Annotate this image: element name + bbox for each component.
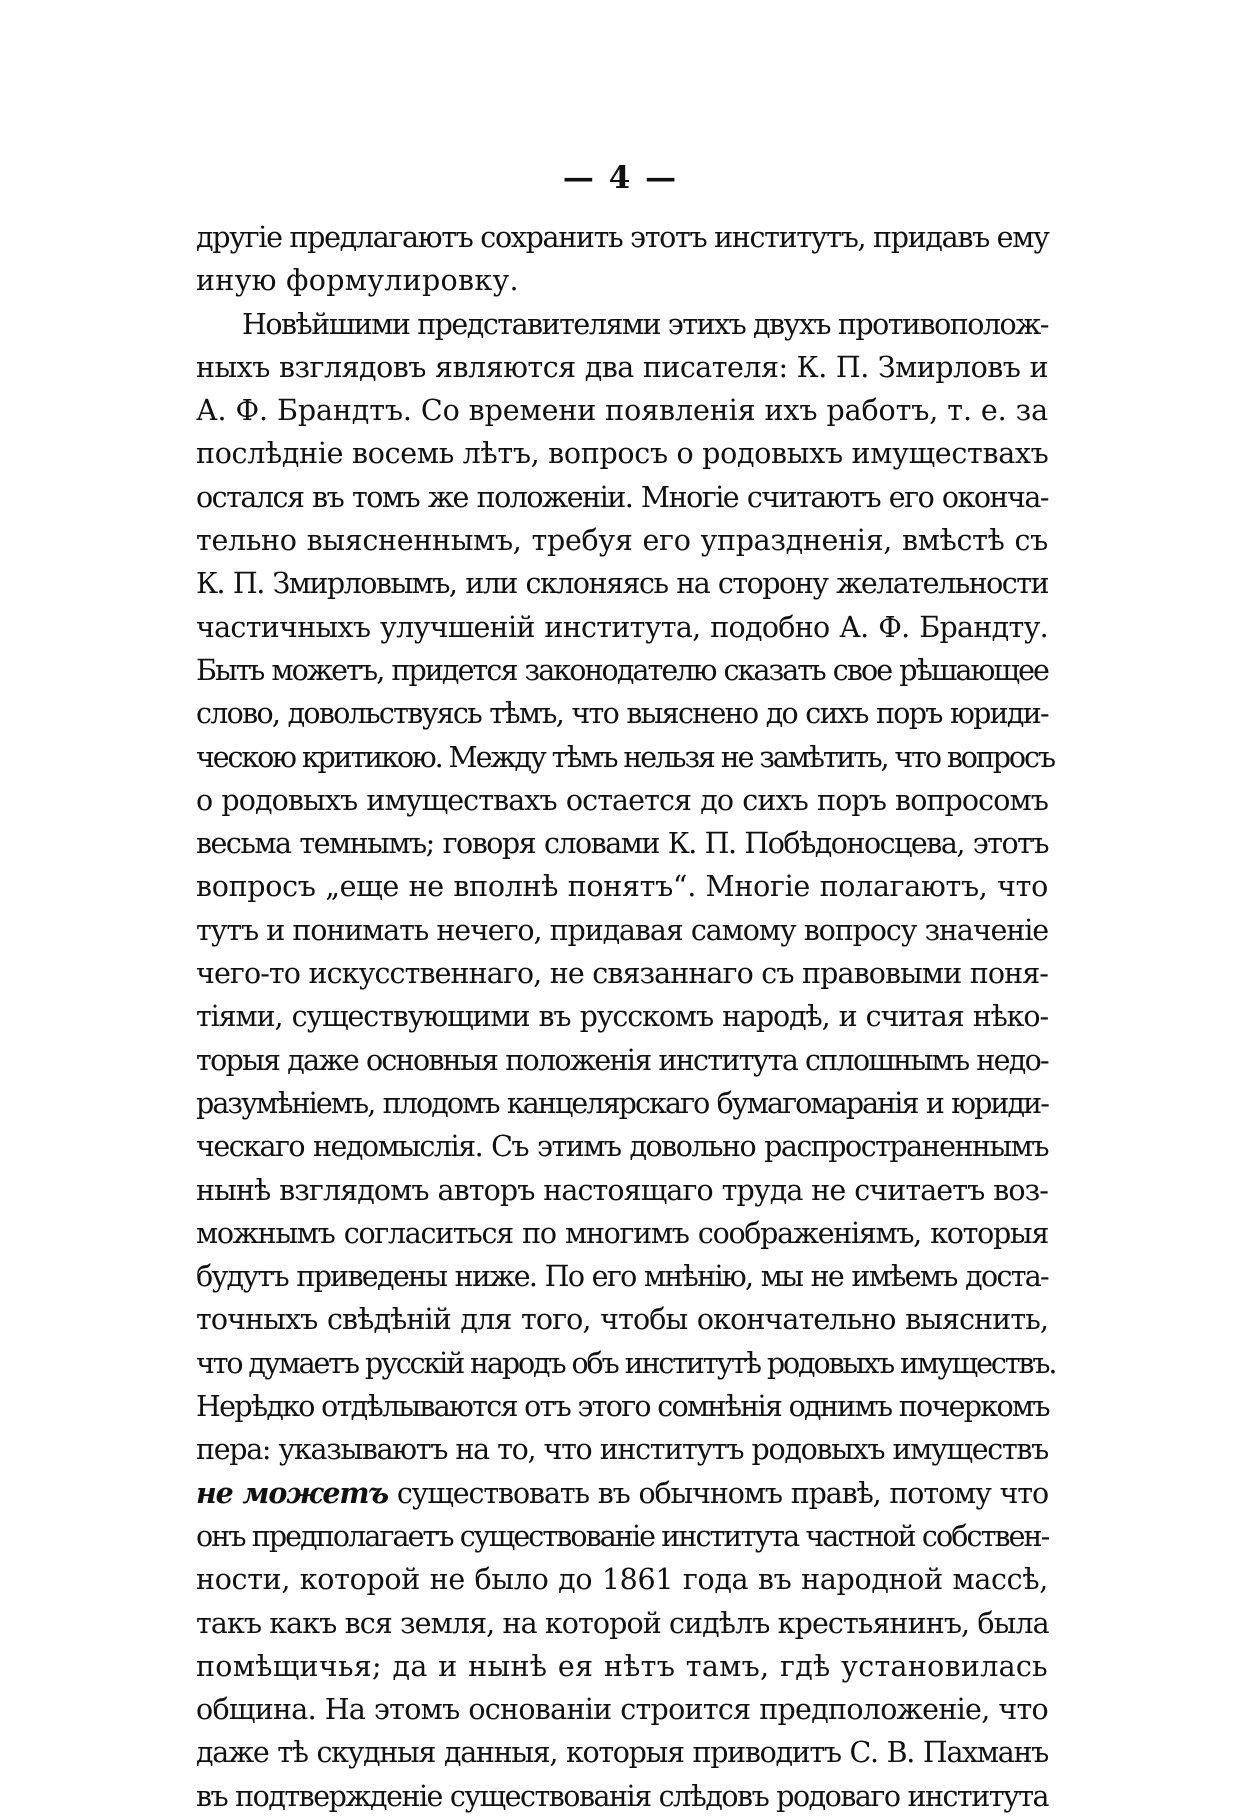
text-line: о родовыхъ имуществахъ остается до сихъ поръ вопросомъ bbox=[196, 783, 1048, 817]
text-line: слово, довольствуясь тѣмъ, что выяснено до сихъ поръ юриди- bbox=[196, 697, 1048, 731]
text-line: А. Ф. Брандтъ. Со времени появленія ихъ работъ, т. е. за bbox=[196, 394, 1048, 428]
text-line: что думаетъ русскій народъ объ институтѣ родовыхъ имуществъ. bbox=[196, 1346, 1056, 1380]
text-line: ныхъ взглядовъ являются два писателя: К. П. Змирловъ и bbox=[196, 350, 1048, 384]
text-line: въ подтвержденіе существованія слѣдовъ родоваго института bbox=[196, 1779, 1048, 1813]
text-line: можнымъ согласиться по многимъ соображеніямъ, которыя bbox=[196, 1216, 1048, 1250]
text-line: тутъ и понимать нечего, придавая самому вопросу значеніе bbox=[196, 913, 1048, 947]
text-line: чего-то искусственнаго, не связаннаго съ правовыми поня- bbox=[196, 957, 1048, 991]
text-line: община. На этомъ основаніи строится предположеніе, что bbox=[196, 1693, 1048, 1727]
page-number: — 4 — bbox=[562, 160, 679, 196]
text-line: весьма темнымъ; говоря словами К. П. Побѣдоносцева, этотъ bbox=[196, 827, 1048, 861]
text-line: торыя даже основныя положенія института сплошнымъ недо- bbox=[196, 1043, 1048, 1077]
text-line: даже тѣ скудныя данныя, которыя приводитъ С. В. Пахманъ bbox=[196, 1736, 1048, 1770]
text-line: остался въ томъ же положеніи. Многіе считаютъ его оконча- bbox=[196, 480, 1048, 514]
text-line: ности, которой не было до 1861 года въ народной массѣ, bbox=[196, 1563, 1048, 1597]
text-line bbox=[196, 1472, 1048, 1515]
text-line: частичныхъ улучшеній института, подобно А. Ф. Брандту. bbox=[196, 610, 1048, 644]
text-line-rest: существовать въ обычномъ правѣ, потому что bbox=[388, 1476, 1048, 1510]
text-line: тіями, существующими въ русскомъ народѣ, и считая нѣко- bbox=[196, 1000, 1048, 1034]
text-line: вопросъ „еще не вполнѣ понятъ“. Многіе полагаютъ, что bbox=[196, 870, 1048, 904]
body-text bbox=[196, 216, 1056, 1818]
emphasized-text: не можетъ bbox=[196, 1475, 389, 1510]
text-line: онъ предполагаетъ существованіе института частной собствен- bbox=[196, 1519, 1049, 1553]
text-line: будутъ приведены ниже. По его мнѣнію, мы не имѣемъ доста- bbox=[196, 1260, 1048, 1294]
text-line: тельно выясненнымъ, требуя его упраздненія, вмѣстѣ съ bbox=[196, 524, 1048, 558]
text-line: К. П. Змирловымъ, или склоняясь на сторону желательности bbox=[196, 567, 1048, 601]
text-line: пера: указываютъ на то, что институтъ родовыхъ имуществъ bbox=[196, 1433, 1048, 1467]
text-line: Нерѣдко отдѣлываются отъ этого сомнѣнія однимъ почеркомъ bbox=[196, 1390, 1049, 1424]
text-line: помѣщичья; да и нынѣ ея нѣтъ тамъ, гдѣ установилась bbox=[196, 1649, 1048, 1683]
text-line: послѣдніе восемь лѣтъ, вопросъ о родовыхъ имуществахъ bbox=[196, 437, 1049, 471]
text-line: нынѣ взглядомъ авторъ настоящаго труда не считаетъ воз- bbox=[196, 1173, 1048, 1207]
text-line: точныхъ свѣдѣній для того, чтобы окончательно выяснить, bbox=[196, 1303, 1048, 1337]
text-line: ческою критикою. Между тѣмъ нельзя не замѣтить, что вопросъ bbox=[196, 740, 1054, 774]
text-line: другіе предлагаютъ сохранить этотъ институтъ, придавъ ему bbox=[196, 221, 1049, 254]
text-line: разумѣніемъ, плодомъ канцелярскаго бумагомаранія и юриди- bbox=[196, 1086, 1048, 1120]
text-line: ческаго недомыслія. Съ этимъ довольно распространеннымъ bbox=[196, 1130, 1048, 1164]
text-line: Быть можетъ, придется законодателю сказать свое рѣшающее bbox=[196, 653, 1048, 687]
text-line: такъ какъ вся земля, на которой сидѣлъ крестьянинъ, была bbox=[196, 1606, 1049, 1640]
text-line: иную формулировку. bbox=[196, 264, 519, 298]
text-line: Новѣйшими представителями этихъ двухъ противополож- bbox=[242, 307, 1048, 341]
